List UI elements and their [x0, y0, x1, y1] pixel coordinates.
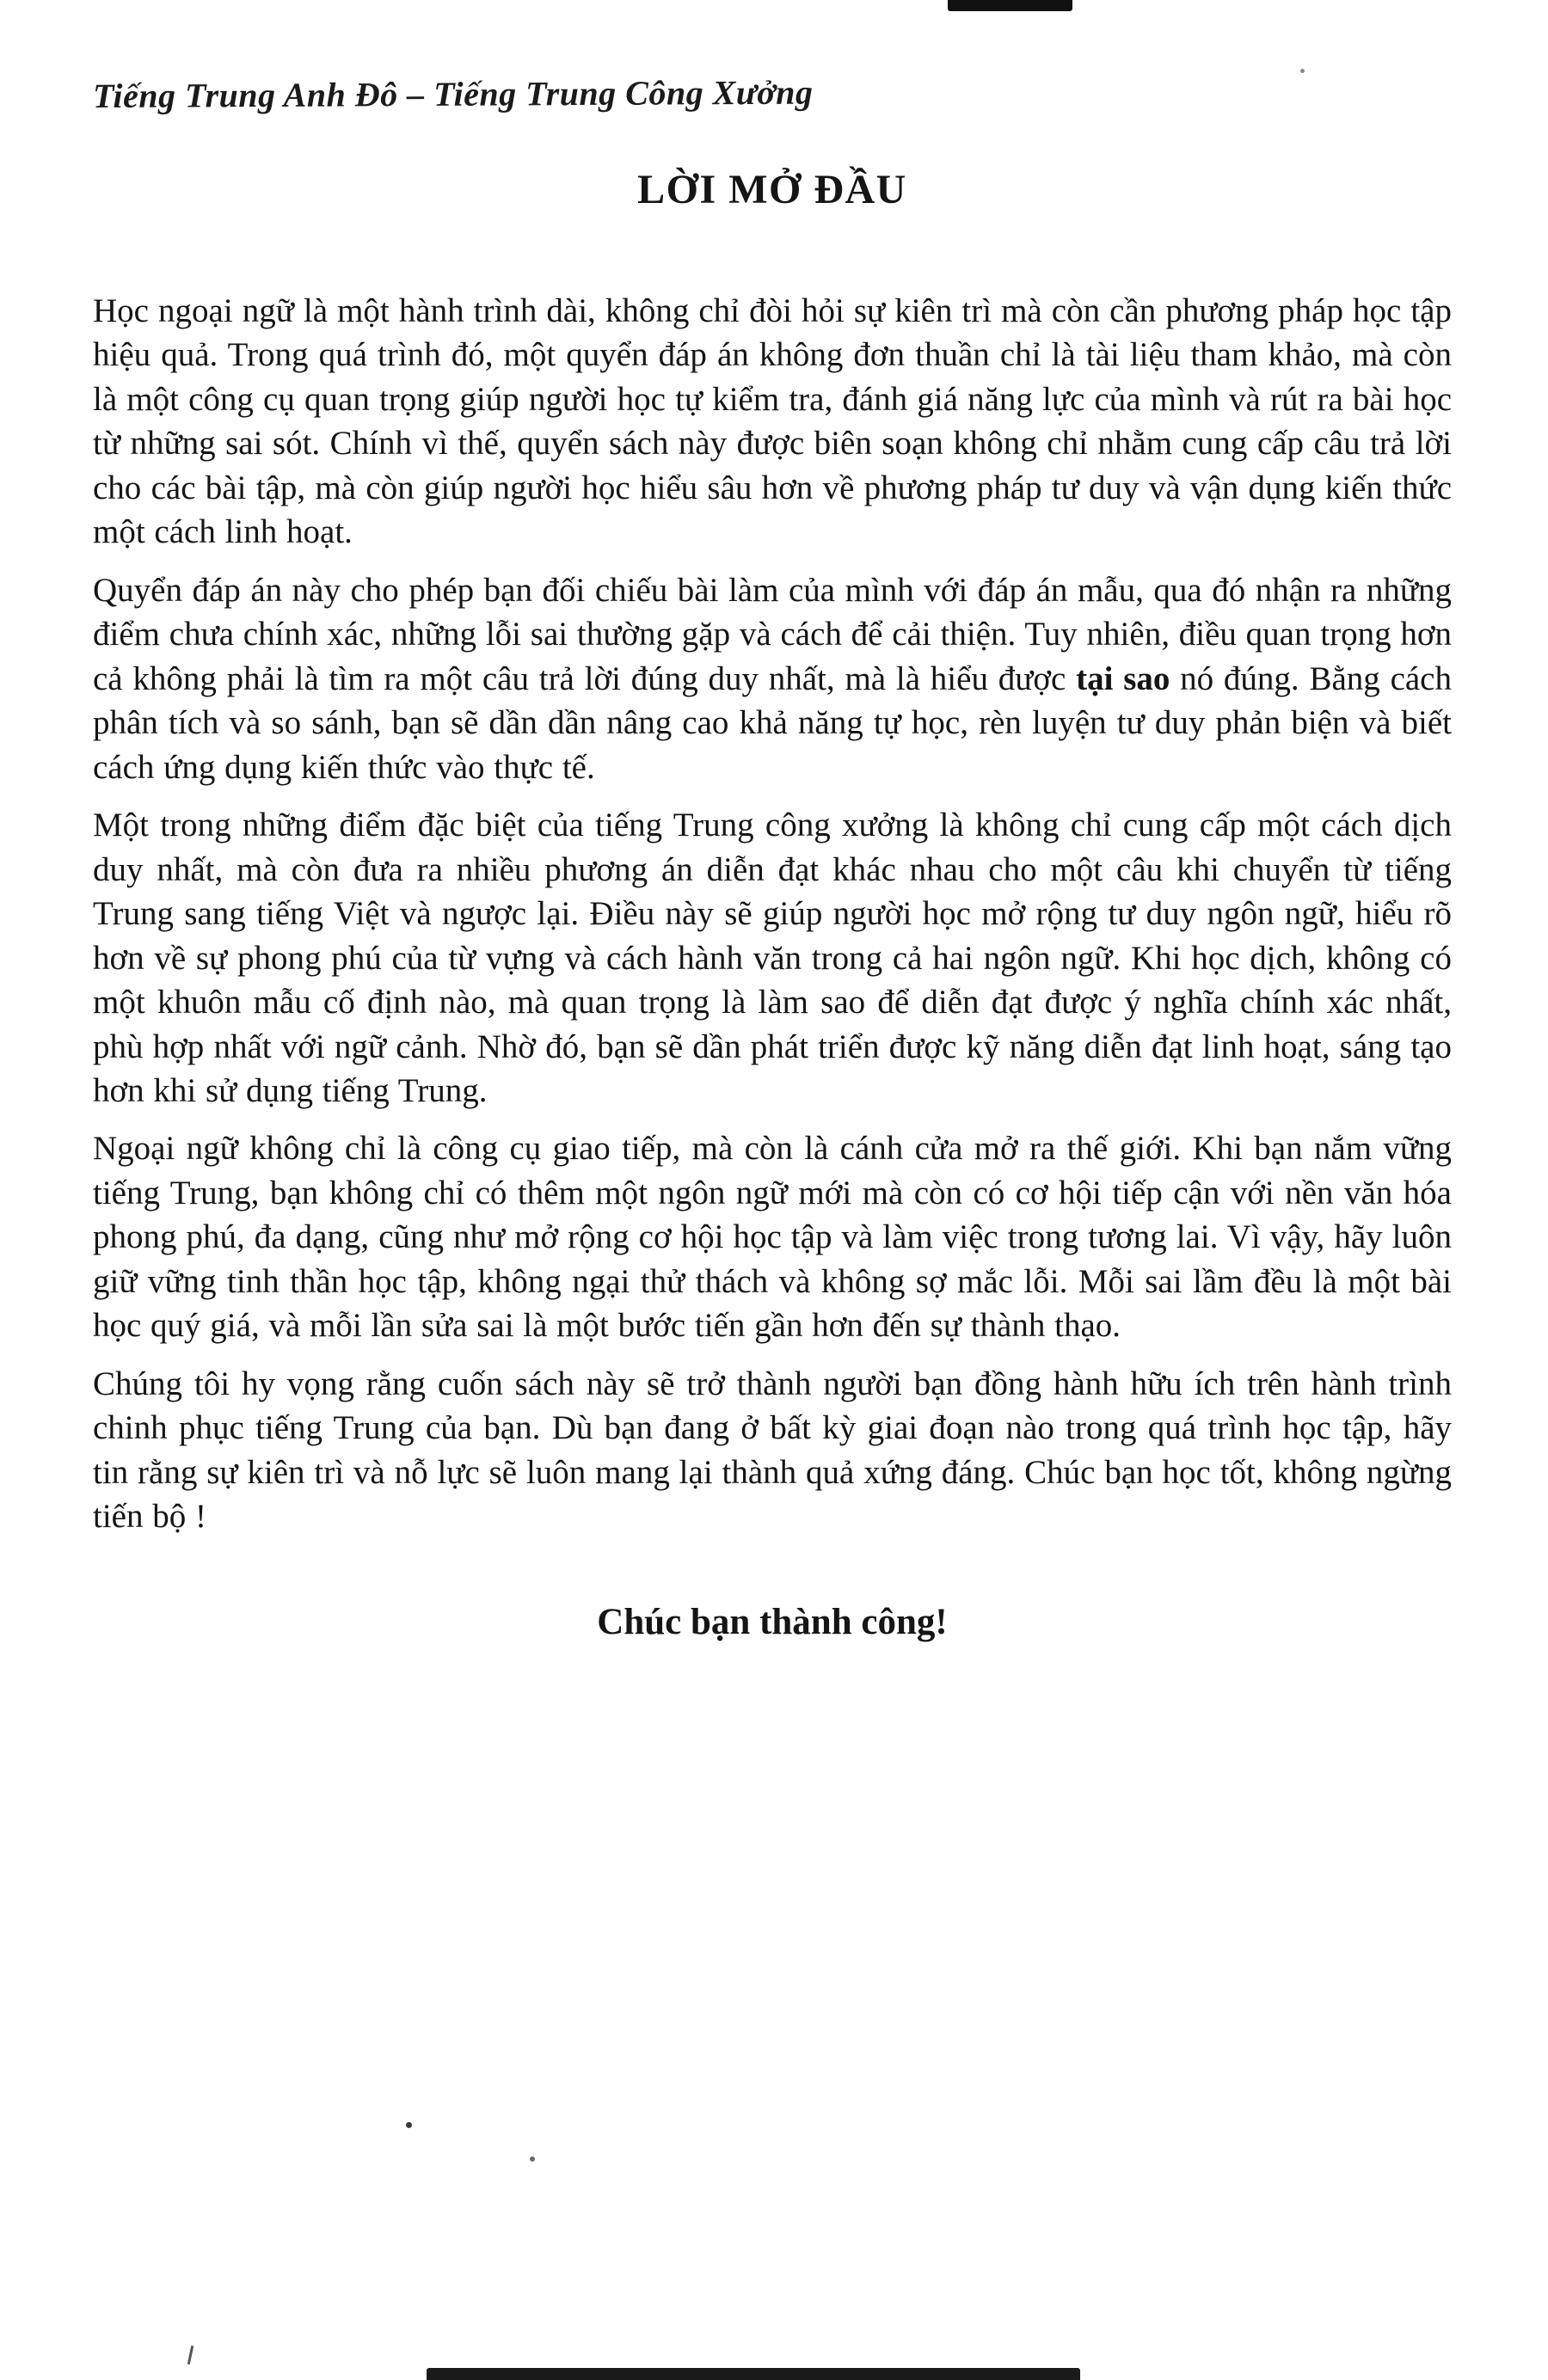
body-text — [93, 289, 1452, 1539]
scan-artifact-tick — [187, 2346, 194, 2365]
paragraph-2-text-b: nó đúng. Bằng cách phân tích và so sánh, bạn sẽ dần dần nâng cao khả năng tự học, rèn luyện tư duy phản biện và biết cách ứng dụng kiến thức vào thực tế. — [93, 659, 1452, 786]
closing-line: Chúc bạn thành công! — [597, 1601, 948, 1642]
paragraph-3-text: Một trong những điểm đặc biệt của tiếng Trung công xưởng là không chỉ cung cấp một cách dịch duy nhất, mà còn đưa ra nhiều phương án diễn đạt khác nhau cho một câu khi chuyển từ tiếng Trung sang tiếng Việt và ngược lại. Điều này sẽ giúp người học mở rộng tư duy ngôn ngữ, hiểu rõ hơn về sự phong phú của từ vựng và cách hành văn trong cả hai ngôn ngữ. Khi học dịch, không có một khuôn mẫu cố định nào, mà quan trọng là làm sao để diễn đạt được ý nghĩa chính xác nhất, phù hợp nhất với ngữ cảnh. Nhờ đó, bạn sẽ dần phát triển được kỹ năng diễn đạt linh hoạt, sáng tạo hơn khi sử dụng tiếng Trung. — [93, 807, 1452, 1109]
page-title: LỜI MỞ ĐẦU — [637, 167, 907, 212]
paragraph-2-text-a: Quyển đáp án này cho phép bạn đối chiếu bài làm của mình với đáp án mẫu, qua đó nhận ra những điểm chưa chính xác, những lỗi sai thường gặp và cách để cải thiện. Tuy nhiên, điều quan trọng hơn cả không phải là tìm ra một câu trả lời đúng duy nhất, mà là hiểu được — [93, 571, 1452, 697]
scan-artifact-top-bar — [948, 0, 1072, 11]
paragraph-3 — [93, 803, 1452, 1113]
paragraph-2 — [93, 568, 1452, 789]
paragraph-1 — [93, 289, 1452, 555]
paragraph-1-text: Học ngoại ngữ là một hành trình dài, không chỉ đòi hỏi sự kiên trì mà còn cần phương pháp học tập hiệu quả. Trong quá trình đó, một quyển đáp án không đơn thuần chỉ là tài liệu tham khảo, mà còn là một công cụ quan trọng giúp người học tự kiểm tra, đánh giá năng lực của mình và rút ra bài học từ những sai sót. Chính vì thế, quyển sách này được biên soạn không chỉ nhằm cung cấp câu trả lời cho các bài tập, mà còn giúp người học hiểu sâu hơn về phương pháp tư duy và vận dụng kiến thức một cách linh hoạt. — [93, 292, 1452, 551]
handwritten-header: Tiếng Trung Anh Đô – Tiếng Trung Công Xưởng — [92, 72, 814, 115]
scan-artifact-bottom-bar — [427, 2368, 1080, 2380]
paragraph-4 — [93, 1126, 1452, 1347]
scan-speck — [530, 2156, 535, 2162]
paragraph-5-text: Chúng tôi hy vọng rằng cuốn sách này sẽ trở thành người bạn đồng hành hữu ích trên hành trình chinh phục tiếng Trung của bạn. Dù bạn đang ở bất kỳ giai đoạn nào trong quá trình học tập, hãy tin rằng sự kiên trì và nỗ lực sẽ luôn mang lại thành quả xứng đáng. Chúc bạn học tốt, không ngừng tiến bộ ! — [93, 1365, 1452, 1536]
paragraph-5 — [93, 1362, 1452, 1539]
paragraph-4-text: Ngoại ngữ không chỉ là công cụ giao tiếp, mà còn là cánh cửa mở ra thế giới. Khi bạn nắm vững tiếng Trung, bạn không chỉ có thêm một ngôn ngữ mới mà còn có cơ hội tiếp cận với nền văn hóa phong phú, đa dạng, cũng như mở rộng cơ hội học tập và làm việc trong tương lai. Vì vậy, hãy luôn giữ vững tinh thần học tập, không ngại thử thách và không sợ mắc lỗi. Mỗi sai lầm đều là một bài học quý giá, và mỗi lần sửa sai là một bước tiến gần hơn đến sự thành thạo. — [93, 1130, 1452, 1345]
paragraph-2-bold-phrase: tại sao — [1076, 659, 1170, 697]
scan-speck — [406, 2122, 412, 2128]
